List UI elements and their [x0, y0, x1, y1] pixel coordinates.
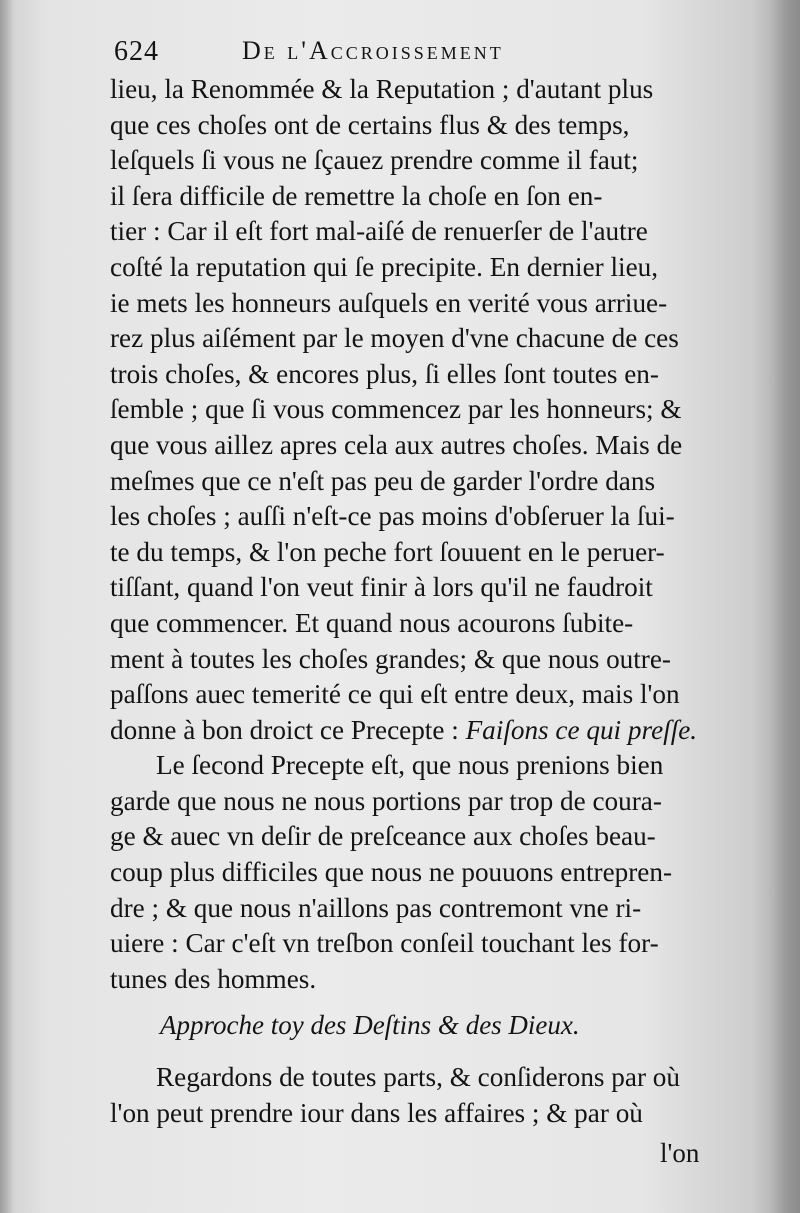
- text-line: que vous aillez apres cela aux autres choſes. Mais de: [110, 429, 683, 460]
- text-run: donne à bon droict ce Precepte :: [110, 714, 466, 745]
- text-line-with-maxim: [110, 713, 710, 749]
- text-line: paſſons auec temerité ce qui eſt entre deux, mais l'on: [110, 679, 680, 710]
- text-line: dre ; & que nous n'aillons pas contremont vne ri-: [110, 892, 642, 923]
- text-line: tiſſant, quand l'on veut finir à lors qu'il ne faudroit: [110, 572, 653, 603]
- catchword: l'on: [660, 1138, 700, 1168]
- text-line: coup plus difficiles que nous ne pouuons entrepren-: [110, 857, 673, 888]
- text-line: te du temps, & l'on peche fort ſouuent en le peruer-: [110, 536, 665, 567]
- maxim-italic: Faiſons ce qui preſſe.: [465, 714, 698, 745]
- page-number: 624: [114, 36, 159, 67]
- page-header: [114, 36, 694, 76]
- text-line: que commencer. Et quand nous acourons ſubite-: [110, 607, 634, 638]
- italic-motto: Approche toy des Deſtins & des Dieux.: [160, 1010, 580, 1040]
- running-head: De l'Accroissement: [242, 36, 504, 65]
- text-line: tunes des hommes.: [110, 963, 317, 994]
- text-line: tier : Car il eſt fort mal-aiſé de renuerſer de l'autre: [110, 216, 648, 247]
- text-line: que ces choſes ont de certains flus & des temps,: [110, 109, 630, 140]
- page-edge-shadow: [772, 0, 800, 1213]
- text-line: ie mets les honneurs auſquels en verité vous arriue-: [110, 287, 668, 318]
- text-line: uiere : Car c'eſt vn treſbon conſeil touchant les for-: [110, 928, 659, 959]
- paragraph-start-line: Le ſecond Precepte eſt, que nous prenions bien: [156, 750, 664, 781]
- text-line: trois choſes, & encores plus, ſi elles ſont toutes en-: [110, 358, 659, 389]
- text-line: les choſes ; auſſi n'eſt-ce pas moins d'obſeruer la ſui-: [110, 501, 675, 532]
- body-text: [110, 72, 710, 997]
- text-line: ment à toutes les choſes grandes; & que nous outre-: [110, 643, 671, 674]
- gutter-shadow: [0, 0, 14, 1213]
- text-line: lieu, la Renommée & la Reputation ; d'autant plus: [110, 74, 654, 104]
- text-line: ſemble ; que ſi vous commencez par les honneurs; &: [110, 394, 682, 425]
- text-line: il ſera difficile de remettre la choſe en ſon en-: [110, 180, 603, 211]
- text-line: l'on peut prendre iour dans les affaires ; & par où: [110, 1097, 643, 1128]
- text-line: coſté la reputation qui ſe precipite. En dernier lieu,: [110, 251, 659, 282]
- paragraph-start-line: Regardons de toutes parts, & conſiderons par où: [156, 1062, 680, 1092]
- text-line: ge & auec vn deſir de preſceance aux choſes beau-: [110, 821, 656, 852]
- text-line: leſquels ſi vous ne ſçauez prendre comme il faut;: [110, 145, 639, 176]
- text-line: garde que nous ne nous portions par trop de coura-: [110, 785, 662, 816]
- text-line: rez plus aiſément par le moyen d'vne chacune de ces: [110, 323, 679, 354]
- body-text-continued: [110, 1060, 710, 1131]
- text-line: meſmes que ce n'eſt pas peu de garder l'ordre dans: [110, 465, 656, 496]
